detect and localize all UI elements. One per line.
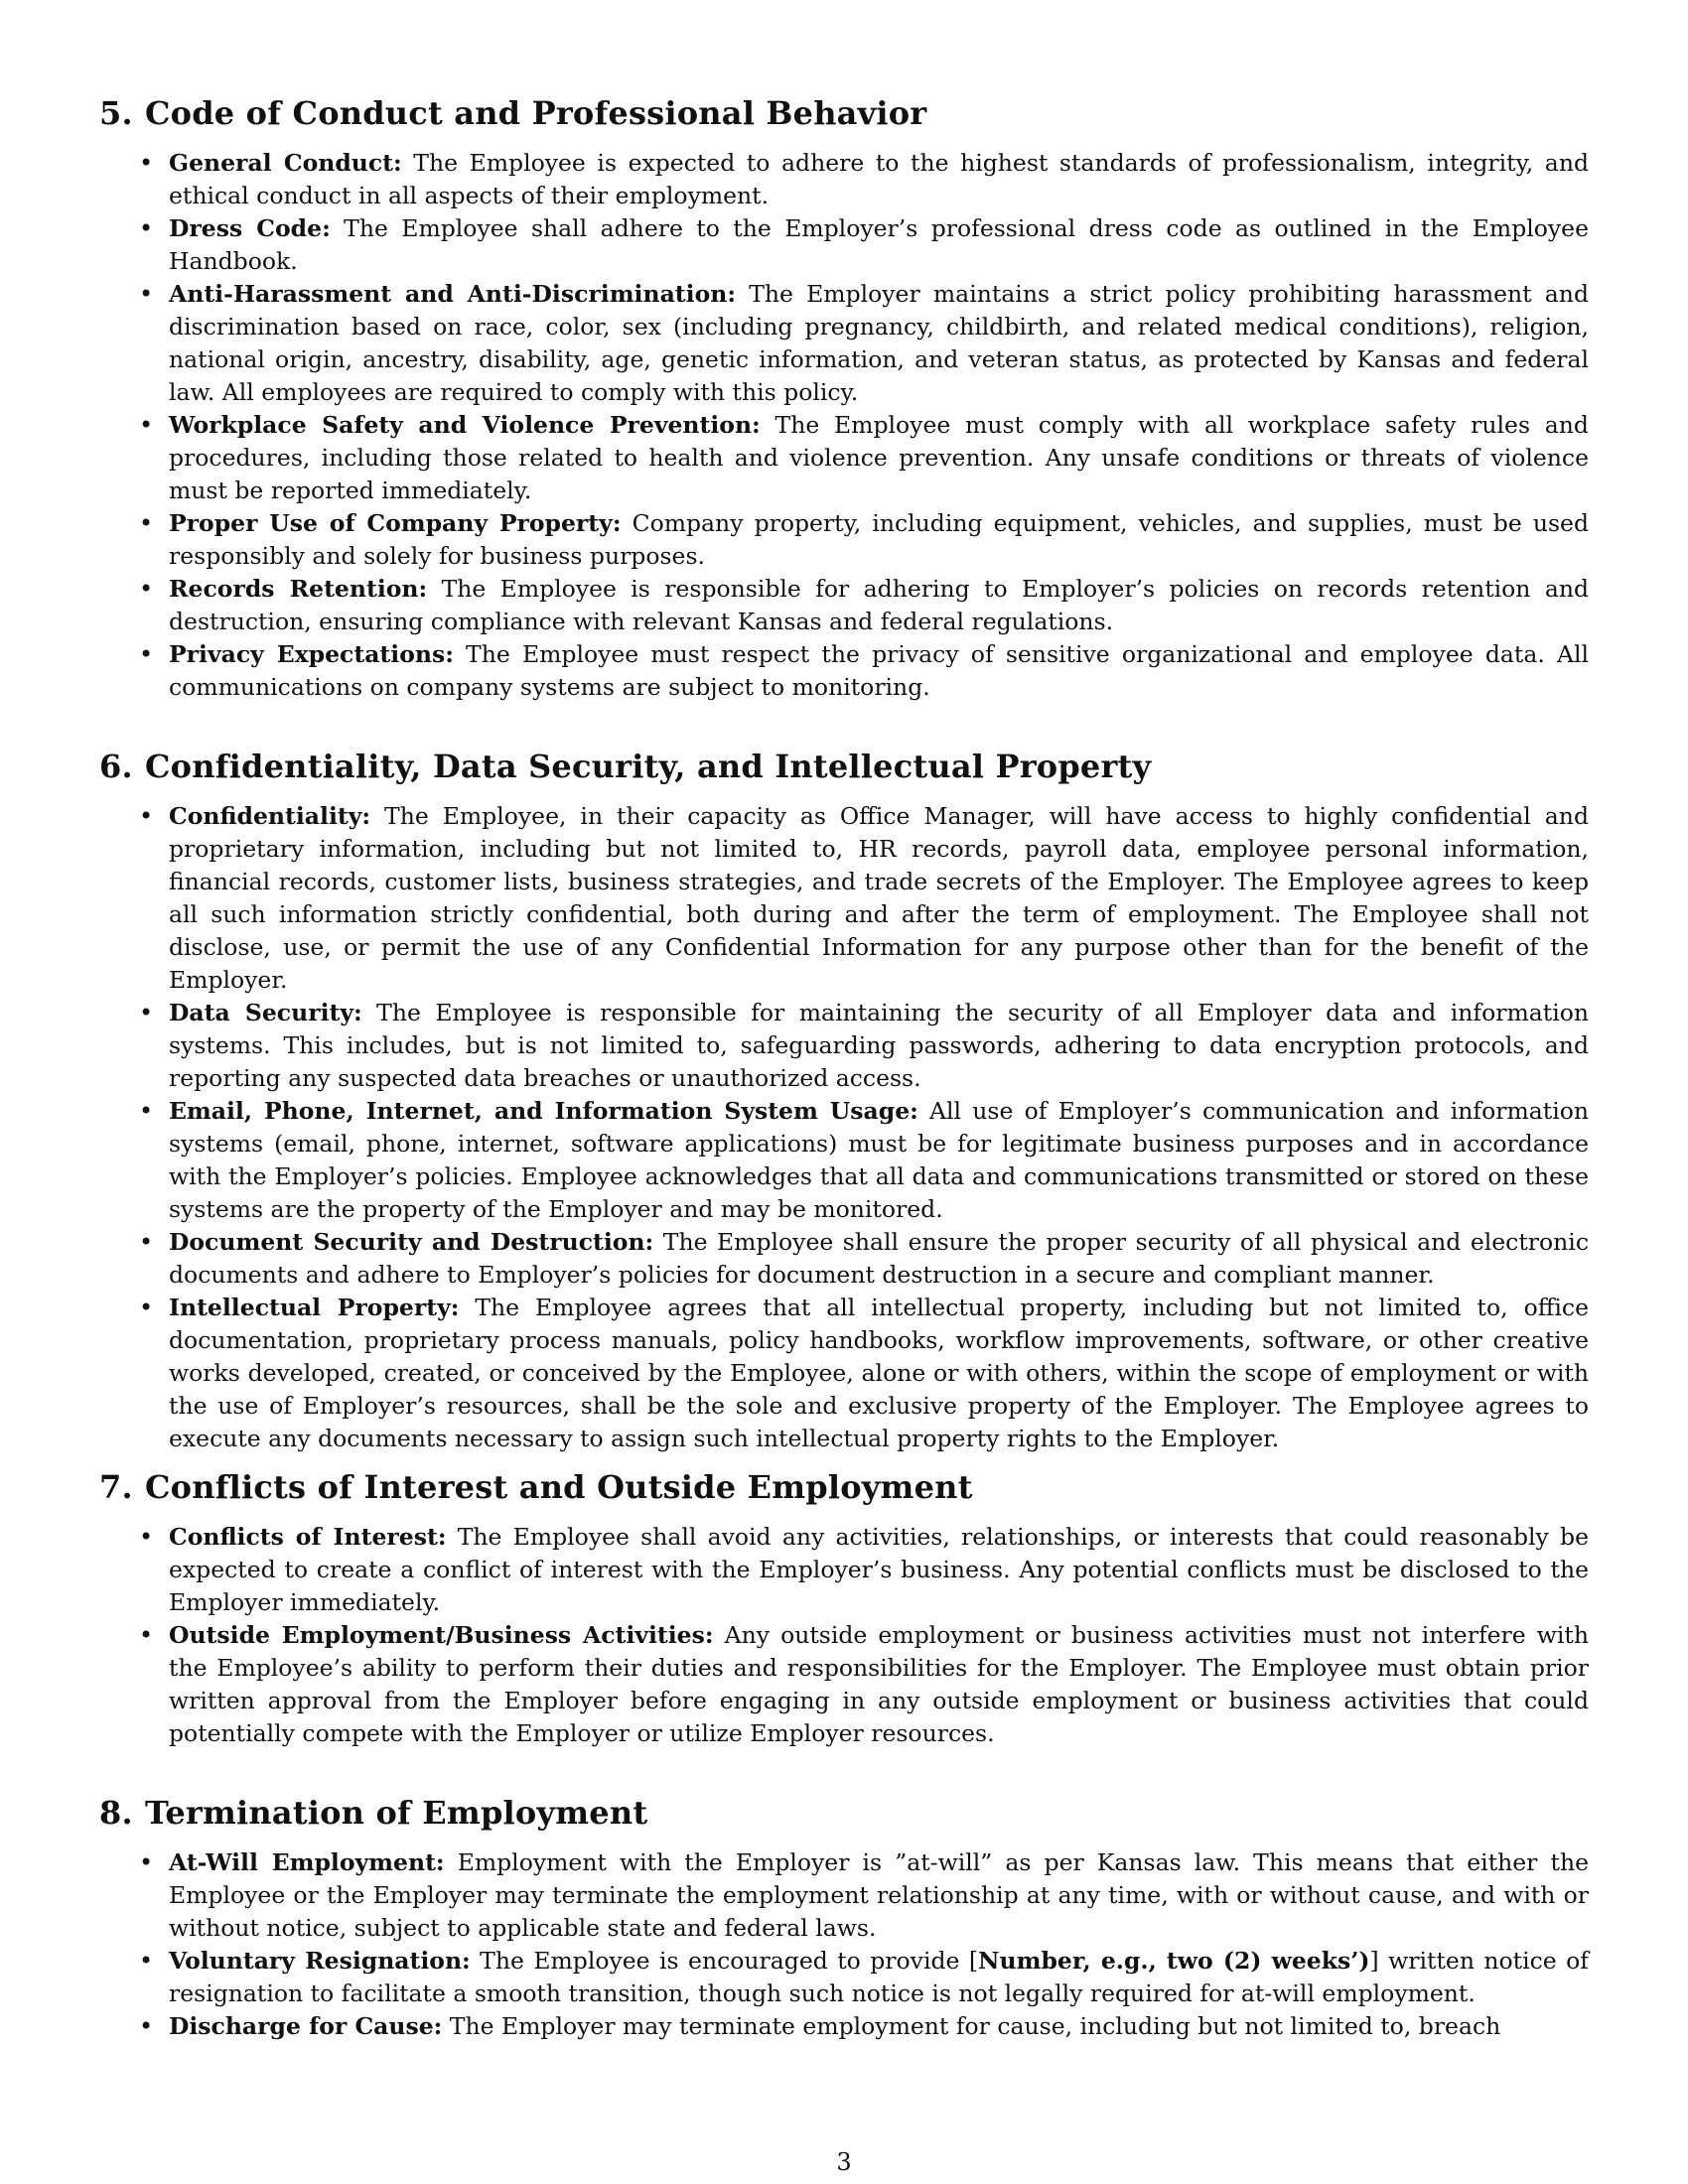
list-item: • Records Retention: The Employee is responsible for adhering to Employer’s policies on records retention and destruction, ensuring compliance with relevant Kansas and federal regulations. bbox=[99, 573, 1589, 638]
section-5 bbox=[99, 93, 1589, 704]
section-heading: 8. Termination of Employment bbox=[99, 1794, 648, 1832]
list-item: • Discharge for Cause: The Employer may terminate employment for cause, including but not limited to, breach bbox=[99, 2010, 1589, 2043]
list-item: • Privacy Expectations: The Employee must respect the privacy of sensitive organizational and employee data. All communications on company systems are subject to monitoring. bbox=[99, 638, 1589, 704]
list-item: • Intellectual Property: The Employee agrees that all intellectual property, including but not limited to, office documentation, proprietary process manuals, policy handbooks, workflow improvements, software, or other creative works developed, created, or conceived by the Employee, alone or with others, within the scope of employment or with the use of Employer’s resources, shall be the sole and exclusive property of the Employer. The Employee agrees to execute any documents necessary to assign such intellectual property rights to the Employer. bbox=[99, 1292, 1589, 1455]
list-item: • Confidentiality: The Employee, in their capacity as Office Manager, will have access to highly confidential and proprietary information, including but not limited to, HR records, payroll data, employee personal information, financial records, customer lists, business strategies, and trade secrets of the Employer. The Employee agrees to keep all such information strictly confidential, both during and after the term of employment. The Employee shall not disclose, use, or permit the use of any Confidential Information for any purpose other than for the benefit of the Employer. bbox=[99, 800, 1589, 997]
section-7 bbox=[99, 1467, 1589, 1750]
section-heading: 5. Code of Conduct and Professional Behavior bbox=[99, 94, 927, 132]
list-item: • Data Security: The Employee is responsible for maintaining the security of all Employer data and information systems. This includes, but is not limited to, safeguarding passwords, adhering to data encryption protocols, and reporting any suspected data breaches or unauthorized access. bbox=[99, 997, 1589, 1095]
bullet-list bbox=[99, 1846, 1589, 2043]
list-item: • Outside Employment/Business Activities: Any outside employment or business activities must not interfere with the Employee’s ability to perform their duties and responsibilities for the Employer. The Employee must obtain prior written approval from the Employer before engaging in any outside employment or business activities that could potentially compete with the Employer or utilize Employer resources. bbox=[99, 1619, 1589, 1750]
list-item: • Proper Use of Company Property: Company property, including equipment, vehicles, and supplies, must be used responsibly and solely for business purposes. bbox=[99, 507, 1589, 573]
list-item: • General Conduct: The Employee is expected to adhere to the highest standards of professionalism, integrity, and ethical conduct in all aspects of their employment. bbox=[99, 147, 1589, 212]
list-item: • Dress Code: The Employee shall adhere to the Employer’s professional dress code as outlined in the Employee Handbook. bbox=[99, 212, 1589, 278]
list-item: • Voluntary Resignation: The Employee is encouraged to provide [Number, e.g., two (2) weeks’)] written notice of resignation to facilitate a smooth transition, though such notice is not legally required for at-will employment. bbox=[99, 1945, 1589, 2010]
page-number: 3 bbox=[836, 2148, 852, 2176]
list-item: • Conflicts of Interest: The Employee shall avoid any activities, relationships, or interests that could reasonably be expected to create a conflict of interest with the Employer’s business. Any potential conflicts must be disclosed to the Employer immediately. bbox=[99, 1521, 1589, 1619]
section-heading: 7. Conflicts of Interest and Outside Employment bbox=[99, 1468, 973, 1506]
list-item: • Email, Phone, Internet, and Information System Usage: All use of Employer’s communication and information systems (email, phone, internet, software applications) must be for legitimate business purposes and in accordance with the Employer’s policies. Employee acknowledges that all data and communications transmitted or stored on these systems are the property of the Employer and may be monitored. bbox=[99, 1095, 1589, 1226]
section-8 bbox=[99, 1793, 1589, 2043]
list-item: • Workplace Safety and Violence Prevention: The Employee must comply with all workplace safety rules and procedures, including those related to health and violence prevention. Any unsafe conditions or threats of violence must be reported immediately. bbox=[99, 409, 1589, 507]
list-item: • At-Will Employment: Employment with the Employer is ”at-will” as per Kansas law. This means that either the Employee or the Employer may terminate the employment relationship at any time, with or without cause, and with or without notice, subject to applicable state and federal laws. bbox=[99, 1846, 1589, 1945]
bullet-list bbox=[99, 147, 1589, 704]
list-item: • Document Security and Destruction: The Employee shall ensure the proper security of all physical and electronic documents and adhere to Employer’s policies for document destruction in a secure and compliant manner. bbox=[99, 1226, 1589, 1292]
section-6 bbox=[99, 747, 1589, 1455]
bullet-list bbox=[99, 1521, 1589, 1750]
section-heading: 6. Confidentiality, Data Security, and Intellectual Property bbox=[99, 748, 1152, 785]
bullet-list bbox=[99, 800, 1589, 1455]
list-item: • Anti-Harassment and Anti-Discrimination: The Employer maintains a strict policy prohibiting harassment and discrimination based on race, color, sex (including pregnancy, childbirth, and related medical conditions), religion, national origin, ancestry, disability, age, genetic information, and veteran status, as protected by Kansas and federal law. All employees are required to comply with this policy. bbox=[99, 278, 1589, 409]
